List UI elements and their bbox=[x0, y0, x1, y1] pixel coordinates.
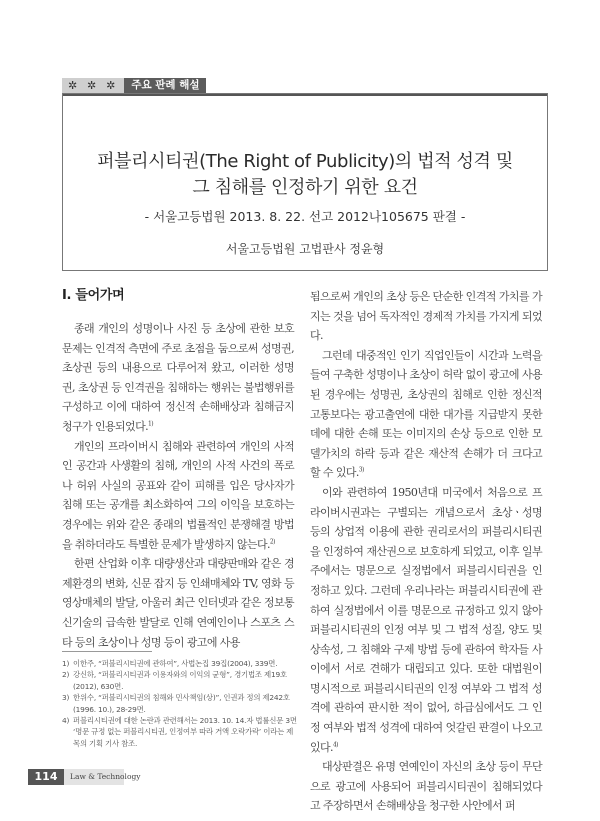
article-subtitle: - 서울고등법원 2013. 8. 22. 선고 2012나105675 판결 - bbox=[144, 209, 466, 224]
footnote-divider bbox=[62, 651, 152, 652]
body-paragraph: 그런데 대중적인 인기 직업인들이 시간과 노력을 들여 구축한 성명이나 초상이 허락 없이 광고에 사용된 경우에는 성명권, 초상권의 침해로 인한 정신적 고통보다는 광고출연에 대한 대가를 지급받지 못한 데에 대한 손해 또는 이미지의 손상 등으로 인한 모델가치의 하락 등과 같은 재산적 손해가 더 크다고 할 수 있다.$^{3)}$ bbox=[310, 348, 542, 480]
body-paragraph: 됨으로써 개인의 초상 등은 단순한 인격적 가치를 가지는 것을 넘어 독자적인 경제적 가치를 가지게 되었다. bbox=[310, 290, 542, 343]
body-paragraph: 이와 관련하여 1950년대 미국에서 처음으로 프라이버시권과는 구별되는 개념으로서 초상ㆍ성명 등의 상업적 이용에 관한 권리로서의 퍼블리시티권을 인정하여 재산권으로 보호하게 되었고, 이후 일부 주에서는 명문으로 실정법에서 퍼블리시티권을 인정하고 있다. 그런데 우리나라는 퍼블리시티권에 관하여 실정법에서 이를 명문으로 규정하고 있지 않아 퍼블리시티권의 인정 여부 및 그 법적 성질, 양도 및 상속성, 그 침해와 구제 방법 등에 관하여 학자들 사이에서 서로 견해가 대립되고 있다. 또한 대법원이 명시적으로 퍼블리시티권의 인정 여부와 그 법적 성격에 관하여 판시한 적이 없어, 하급심에서도 그 인정 여부와 법적 성격에 대하여 엇갈린 판결이 나오고 있다.$^{4)}$ bbox=[310, 485, 542, 754]
article-title-box bbox=[62, 93, 548, 271]
footnote-ref: 1) bbox=[148, 420, 153, 428]
footnote-ref: 2) bbox=[269, 537, 275, 545]
footnote: 3) 한위수, “퍼블리시티권의 침해와 민사책임(상)”, 인권과 정의 제242호(1996. 10.), 28-29면. bbox=[62, 693, 290, 714]
footnote-ref: 4) bbox=[332, 741, 338, 748]
footnote: 1) 이한주, “퍼블리시티권에 관하여”, 사법논집 39집(2004), 339면. bbox=[62, 659, 278, 668]
section-tag bbox=[62, 78, 206, 93]
body-paragraph: 한편 산업화 이후 대량생산과 대량판매와 같은 경제환경의 변화, 신문 잡지 등 인쇄매체와 TV, 영화 등 영상매체의 발달, 아울러 최근 인터넷과 같은 정보통신기술의 급속한 발달로 인해 연예인이나 스포츠 스타 등의 초상이나 성명 등이 광고에 사용 bbox=[62, 557, 294, 649]
article-title-line1: 퍼블리시티권(The Right of Publicity)의 법적 성격 및 bbox=[97, 151, 513, 172]
left-column bbox=[62, 286, 294, 652]
footnote: 2) 강신하, “퍼블리시티권과 이용자와의 이익의 균형”, 경기법조 제19호(2012), 630면. bbox=[62, 670, 287, 691]
footnote-ref: 3) bbox=[358, 466, 364, 474]
section-heading: Ⅰ. 들어가며 bbox=[62, 288, 125, 303]
body-paragraph: 개인의 프라이버시 침해와 관련하여 개인의 사적인 공간과 사생활의 침해, 개인의 사적 사건의 폭로나 허위 사실의 공표와 같이 피해를 입은 당사자가 침해 또는 공개를 최소화하여 그의 이익을 보호하는 경우에는 위와 같은 종래의 법률적인 분쟁해결 방법을 취하더라도 특별한 문제가 발생하지 않는다.$^{2)}$ bbox=[62, 439, 294, 551]
body-paragraph: 종래 개인의 성명이나 사진 등 초상에 관한 보호문제는 인격적 측면에 주로 초점을 둠으로써 성명권, 초상권 등의 내용으로 다루어져 왔고, 이러한 성명권, 초상권 등 인격권을 침해하는 행위는 불법행위를 구성하고 이에 대하여 정신적 손해배상과 침해금지청구가 인용되었다.$^{1)}$ bbox=[62, 322, 294, 433]
footnotes bbox=[62, 658, 298, 749]
page-number: 114 bbox=[28, 769, 64, 785]
right-column bbox=[310, 287, 542, 816]
article-author: 서울고등법원 고법판사 정윤형 bbox=[225, 242, 385, 256]
section-tag-stars: ✲ ✲ ✲ bbox=[62, 78, 124, 93]
title-box-top-rule bbox=[63, 94, 547, 96]
article-title-line2: 그 침해를 인정하기 위한 요건 bbox=[192, 177, 418, 198]
body-paragraph: 대상판결은 유명 연예인이 자신의 초상 등이 무단으로 광고에 사용되어 퍼블리시티권이 침해되었다고 주장하면서 손해배상을 청구한 사안에서 퍼 bbox=[310, 760, 542, 813]
page-footer bbox=[0, 769, 600, 785]
section-tag-label: 주요 판례 해설 bbox=[124, 78, 206, 93]
journal-name: Law & Technology bbox=[70, 772, 141, 781]
footnote: 4) 퍼블리시티권에 대한 논란과 관련해서는 2013. 10. 14.자 법률신문 3면 ‘명문 규정 없는 퍼블리시티권, 인정여부 따라 거액 오락가락’ 이라는 제목의 기획 기사 참조. bbox=[62, 716, 297, 748]
